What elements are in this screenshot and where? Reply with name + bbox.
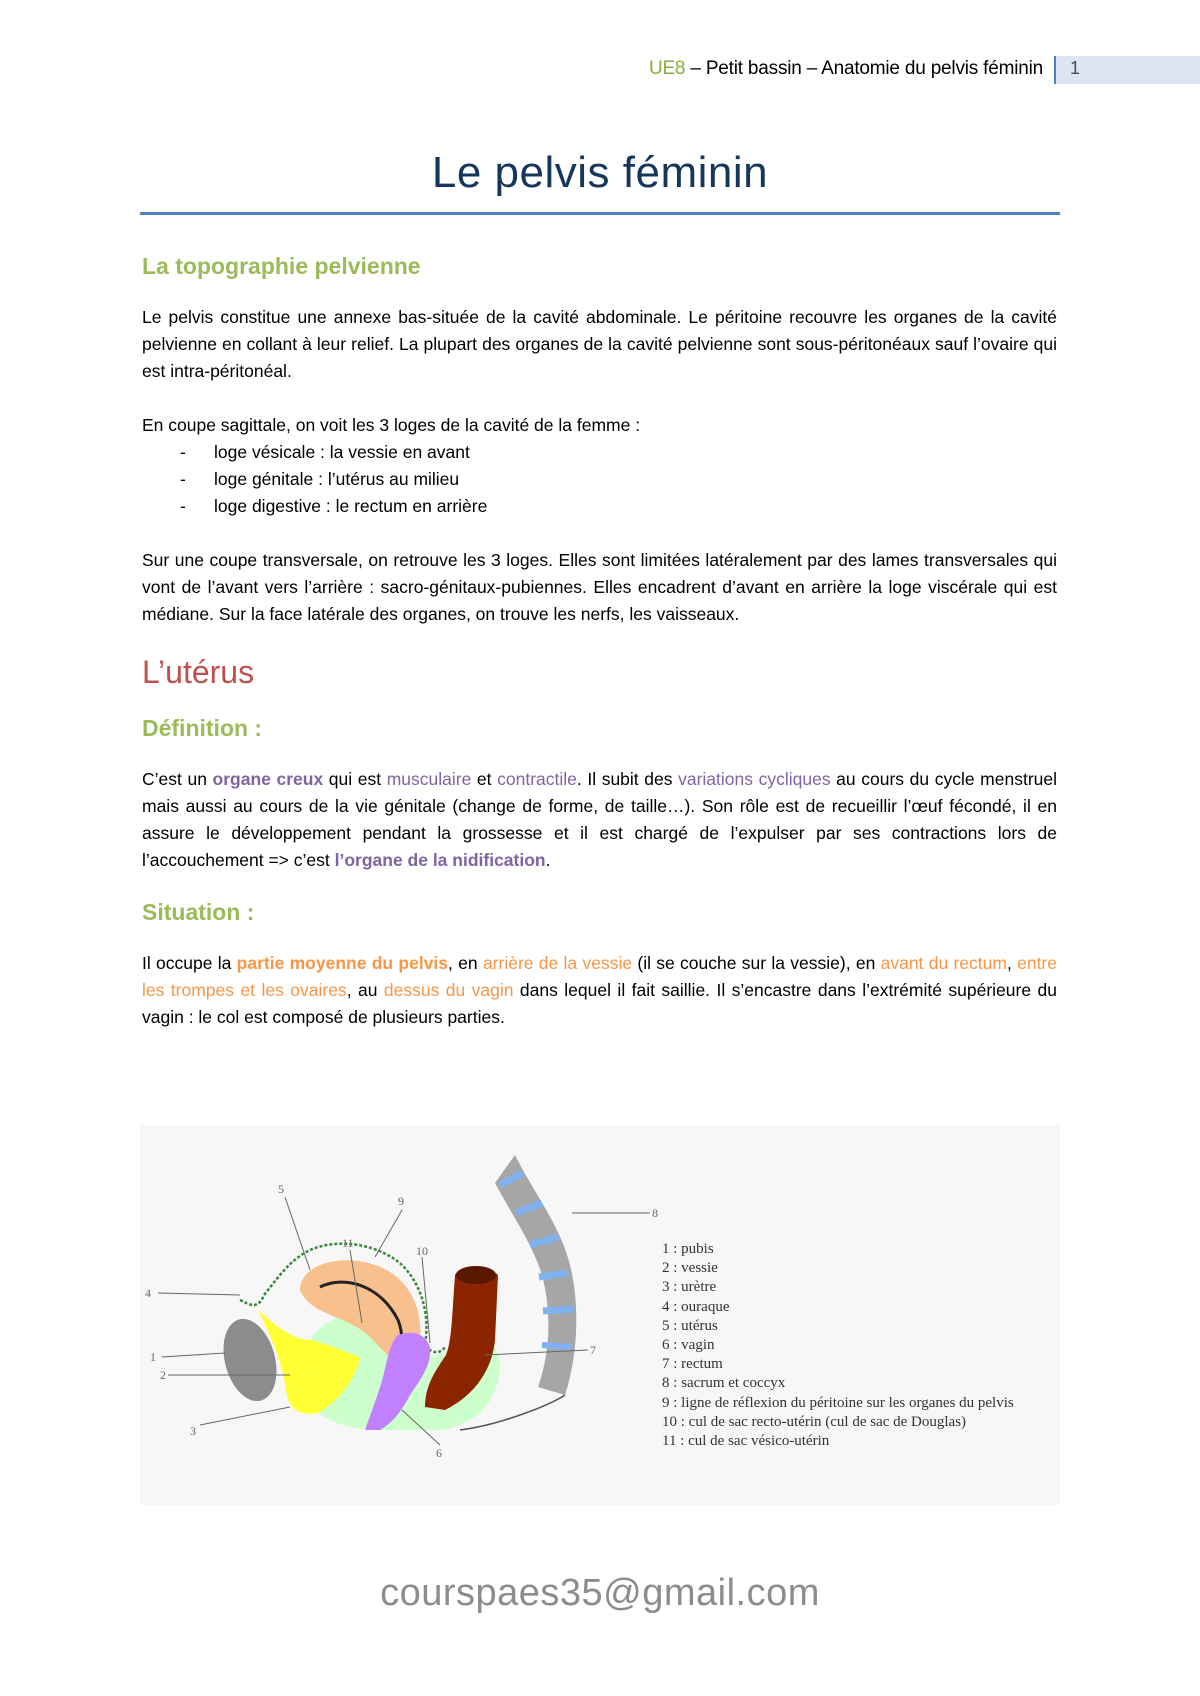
label-4: 4: [145, 1286, 151, 1300]
page-number-box: [1054, 56, 1200, 84]
legend-item: 5 : utérus: [662, 1317, 718, 1334]
highlight-trompes-ovaires: entre les trompes et les ovaires: [142, 953, 1057, 1000]
label-6: 6: [436, 1446, 442, 1460]
label-7: 7: [590, 1343, 596, 1357]
text-run: dans lequel il fait saillie. Il s’encastre dans l’extrémité supérieure du vagin : le col est composé de plusieurs parties.: [142, 980, 1057, 1027]
highlight-partie-moyenne: partie moyenne du pelvis: [236, 953, 449, 973]
text-run: (il se couche sur la vessie), en: [632, 953, 881, 973]
rectum-lumen: [456, 1266, 496, 1284]
text-run: et: [471, 769, 498, 789]
text-run: , en: [448, 953, 483, 973]
highlight-nidification: l’organe de la nidification: [334, 850, 546, 870]
loges-list: [142, 439, 1057, 520]
header-text: [649, 58, 1043, 80]
text-run: Il occupe la: [142, 953, 237, 973]
label-5: 5: [278, 1182, 284, 1196]
paragraph-coupe-sagittale: En coupe sagittale, on voit les 3 loges de la cavité de la femme :: [142, 415, 641, 435]
highlight-variations: variations cycliques: [678, 769, 831, 789]
legend-item: 8 : sacrum et coccyx: [662, 1375, 786, 1392]
highlight-dessus-vagin: dessus du vagin: [383, 980, 514, 1000]
highlight-avant-rectum: avant du rectum: [880, 953, 1007, 973]
page-title: Le pelvis féminin: [431, 148, 769, 197]
legend-item: 3 : urètre: [662, 1279, 717, 1296]
paragraph-definition: [142, 766, 1057, 874]
title-rule: [140, 212, 1060, 215]
heading-definition: Définition :: [142, 715, 263, 741]
highlight-contractile: contractile: [497, 769, 577, 789]
legend-item: 6 : vagin: [662, 1337, 715, 1354]
sacrum-disc: [539, 1273, 568, 1277]
sacrum-disc: [543, 1309, 573, 1311]
paragraph-pelvis: Le pelvis constitue une annexe bas-située de la cavité abdominale. Le péritoine recouvre les organes de la cavité pelvienne en collant à leur relief. La plupart des organes de la cavité pelvienne sont sous-péritonéaux sauf l’ovaire qui est intra-péritonéal.: [142, 307, 1057, 381]
highlight-arriere-vessie: arrière de la vessie: [482, 953, 633, 973]
legend-item: 2 : vessie: [662, 1260, 718, 1277]
text-run: ,: [1006, 953, 1018, 973]
page-number: 1: [1070, 58, 1081, 78]
legend-item: 11 : cul de sac vésico-utérin: [662, 1433, 830, 1450]
label-10: 10: [416, 1244, 428, 1258]
list-item: - loge digestive : le rectum en arrière: [142, 493, 1057, 520]
page-header: [0, 56, 1200, 90]
legend-item: 4 : ouraque: [662, 1298, 730, 1315]
text-run: , au: [346, 980, 384, 1000]
heading-topographie: La topographie pelvienne: [142, 253, 421, 279]
label-9: 9: [398, 1194, 404, 1208]
legend-item: 7 : rectum: [662, 1356, 723, 1373]
highlight-musculaire: musculaire: [386, 769, 472, 789]
header-title: – Petit bassin – Anatomie du pelvis féminin: [685, 58, 1043, 79]
text-run: .: [545, 850, 551, 870]
header-ue: UE8: [648, 58, 686, 79]
highlight-organe-creux: organe creux: [212, 769, 324, 789]
label-2: 2: [160, 1368, 166, 1382]
footer-email: courspaes35@gmail.com: [380, 1572, 820, 1614]
text-run: qui est: [323, 769, 387, 789]
heading-uterus: L’utérus: [142, 654, 255, 690]
label-11: 11: [342, 1236, 354, 1250]
sacrum-disc: [542, 1345, 571, 1347]
main-content: [142, 250, 1057, 1031]
legend-item: 1 : pubis: [662, 1241, 714, 1257]
text-run: au cours du cycle menstruel mais aussi au cours de la vie génitale (change de forme, de taille…). Son rôle est de recueillir l’œuf fécondé, il en assure le développement pendant la grossesse et il est chargé de l’expulser par ses contractions lors de l’accouchement => c’est: [142, 769, 1058, 870]
paragraph-situation: [142, 950, 1057, 1031]
label-1: 1: [150, 1350, 156, 1364]
label-8: 8: [652, 1206, 658, 1220]
heading-situation: Situation :: [142, 899, 255, 925]
list-item: - loge vésicale : la vessie en avant: [142, 439, 1057, 466]
legend-item: 9 : ligne de réflexion du péritoine sur les organes du pelvis: [662, 1394, 1014, 1411]
label-3: 3: [190, 1424, 196, 1438]
legend-item: 10 : cul de sac recto-utérin (cul de sac de Douglas): [662, 1413, 967, 1430]
paragraph-coupe-transversale: Sur une coupe transversale, on retrouve les 3 loges. Elles sont limitées latéralement par des lames transversales qui vont de l’avant vers l’arrière : sacro-génitaux-pubiennes. Elles encadrent d’avant en arrière la loge viscérale qui est médiane. Sur la face latérale des organes, on trouve les nerfs, les vaisseaux.: [142, 550, 1057, 624]
figure-legend: [662, 1240, 1014, 1451]
text-run: C’est un: [142, 769, 213, 789]
list-item: - loge génitale : l’utérus au milieu: [142, 466, 1057, 493]
text-run: . Il subit des: [576, 769, 679, 789]
